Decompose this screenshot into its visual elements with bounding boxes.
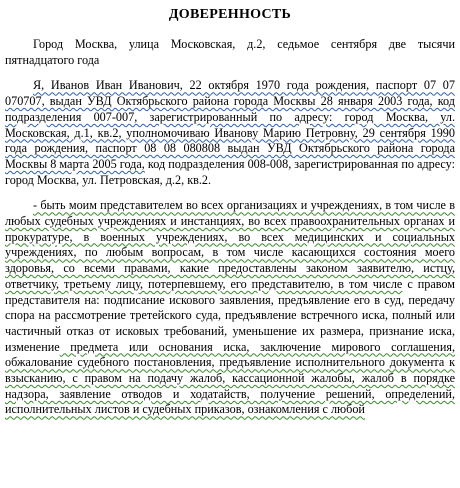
place-date-text: Город Москва, улица Московская, д.2, седьмое сентября две тысячи пятнадцатого года bbox=[5, 37, 455, 67]
powers-text-plain: с правом представителя на: подписание искового заявления, предъявление его в суд, передачу спора на рассмотрение третейского суда, предъявление встречного иска, полный или частичный отказ от исковых требований, уменьшение их размера, признание иска, изменение bbox=[5, 276, 455, 354]
powers-paragraph bbox=[5, 198, 455, 418]
document-title: ДОВЕРЕННОСТЬ bbox=[168, 7, 292, 22]
principal-paragraph bbox=[5, 78, 455, 188]
powers-text-marked: - быть моим представителем во всех организациях и учреждениях, в том числе в любых судебных учреждениях и инстанциях, во всех правоохранительных органах и прокуратуре, в военных учреждениях, во всех медицинских и социальных учреждениях, по любым вопросам, в том числе касающихся состояния моего здоровья, со всеми правами, какие предоставлены законом заявителю, истцу, ответчику, третьему лицу, потерпевшему, его представителю, в том числе bbox=[5, 198, 455, 291]
principal-details-marked: Я, Иванов Иван Иванович, 22 октября 1970 года рождения, паспорт 07 07 070707, выдан УВД Октябрьского района города Москвы 28 января 2003 года, код подразделения 007-007, зарегистрированный по адресу: город Москва, ул. Московская, д.1, кв.2, уполномочиваю Иванову Марию Петровну, 29 сентября 1990 года рождения, паспорт 08 08 080808 выдан УВД Октябрьского района города Москвы 8 марта 2005 года, bbox=[5, 78, 455, 171]
place-date-paragraph bbox=[5, 37, 455, 68]
powers-text-marked-2: предмета или основания иска, заключение мирового соглашения, обжалование судебного постановления, предъявление исполнительного документа к взысканию, с правом на подачу жалоб, кассационной жалобы, жалоб в порядке надзора, заявление отводов и ходатайств, получение решений, определений, исполнительных листов и судебных приказов, ознакомления с любой bbox=[5, 339, 455, 417]
principal-details-plain: код подразделения 008-008, зарегистрированная по адресу: город Москва, ул. Петровская, д.2, кв.2. bbox=[5, 156, 455, 187]
